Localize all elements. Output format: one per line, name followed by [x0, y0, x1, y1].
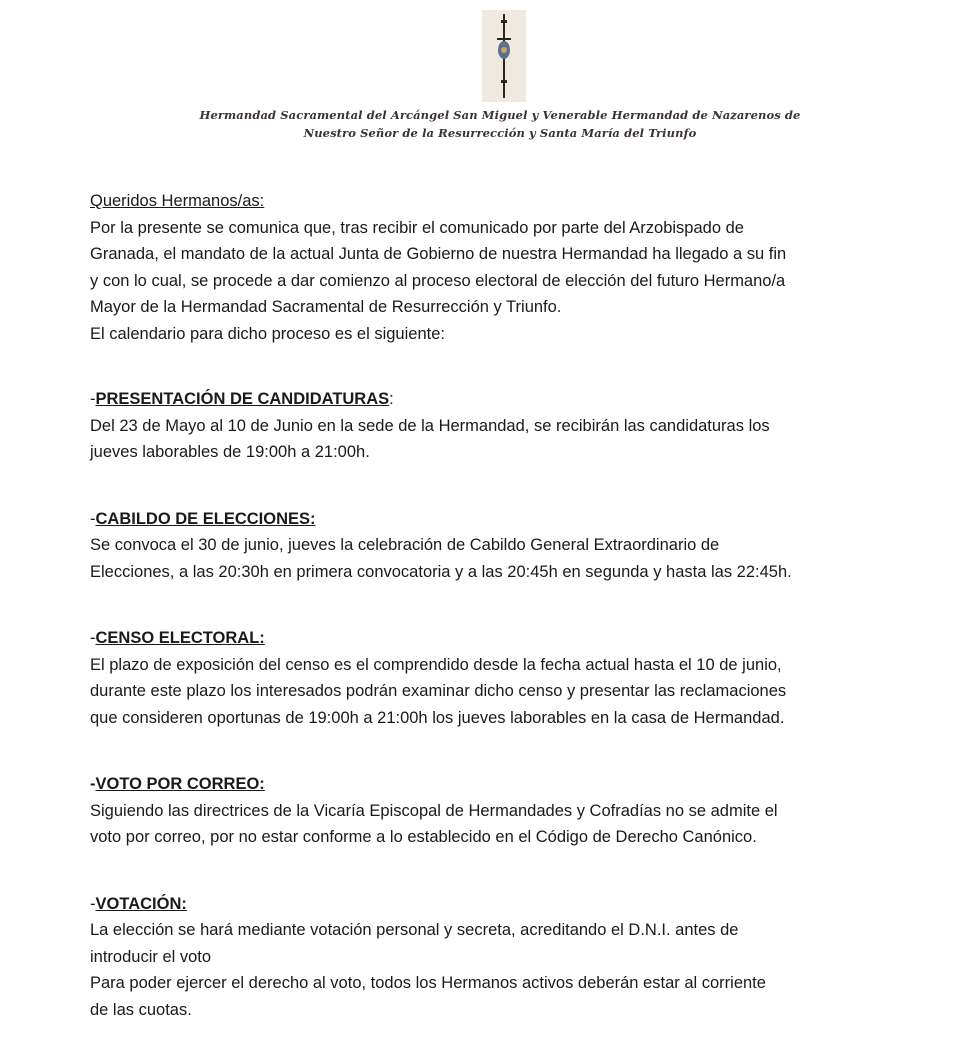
section-line: que consideren oportunas de 19:00h a 21:00h los jueves laborables en la casa de Hermandad.	[90, 708, 785, 727]
section-heading	[90, 771, 890, 798]
intro-line: El calendario para dicho proceso es el siguiente:	[90, 324, 445, 343]
section-heading	[90, 891, 890, 918]
section-voto-correo	[90, 771, 890, 851]
letter-body	[90, 188, 890, 1023]
section-candidaturas	[90, 386, 890, 466]
heading-title: VOTO POR CORREO:	[95, 775, 265, 793]
intro-line: y con lo cual, se procede a dar comienzo al proceso electoral de elección del futuro Hermano/a	[90, 271, 786, 290]
section-line: Para poder ejercer el derecho al voto, todos los Hermanos activos deberán estar al corriente	[90, 974, 766, 992]
heading-dash: -	[90, 629, 96, 647]
section-line: Del 23 de Mayo al 10 de Junio en la sede de la Hermandad, se recibirán las candidaturas los	[90, 416, 770, 435]
section-line: voto por correo, por no estar conforme a lo establecido en el Código de Derecho Canónico.	[90, 828, 757, 846]
heading-colon: :	[389, 390, 394, 408]
heading-title: CABILDO DE ELECCIONES:	[95, 509, 316, 528]
brotherhood-name-line-1: Hermandad Sacramental del Arcángel San Miguel y Venerable Hermandad de Nazarenos de	[199, 108, 801, 122]
intro-line: Por la presente se comunica que, tras recibir el comunicado por parte del Arzobispado de	[90, 218, 744, 237]
section-censo	[90, 625, 890, 731]
section-line: durante este plazo los interesados podrán examinar dicho censo y presentar las reclamaciones	[90, 682, 787, 700]
section-heading	[90, 386, 890, 413]
section-line: La elección se hará mediante votación personal y secreta, acreditando el D.N.I. antes de	[90, 921, 739, 939]
section-line: Elecciones, a las 20:30h en primera convocatoria y a las 20:45h en segunda y hasta las 22:45h.	[90, 562, 792, 581]
letterhead	[0, 0, 971, 150]
section-line: Siguiendo las directrices de la Vicaría Episcopal de Hermandades y Cofradías no se admite el	[90, 801, 778, 820]
section-line: introducir el voto	[90, 947, 212, 966]
section-heading	[90, 625, 890, 652]
section-line: de las cuotas.	[90, 1000, 192, 1019]
section-line: jueves laborables de 19:00h a 21:00h.	[90, 443, 370, 461]
heading-dash: -	[90, 390, 96, 408]
greeting: Queridos Hermanos/as:	[90, 192, 265, 210]
section-line: Se convoca el 30 de junio, jueves la celebración de Cabildo General Extraordinario de	[90, 536, 720, 554]
section-heading	[90, 506, 890, 533]
intro-line: Mayor de la Hermandad Sacramental de Resurrección y Triunfo.	[90, 298, 562, 316]
section-votacion	[90, 891, 890, 1024]
heading-dash: -	[90, 509, 96, 528]
heading-dash: -	[90, 894, 96, 913]
heading-title: VOTACIÓN:	[95, 894, 187, 913]
heading-title: PRESENTACIÓN DE CANDIDATURAS	[95, 390, 390, 408]
heading-dash: -	[90, 775, 96, 793]
heading-title: CENSO ELECTORAL:	[95, 629, 265, 647]
brotherhood-name-line-2: Nuestro Señor de la Resurrección y Santa María del Triunfo	[303, 126, 697, 140]
section-line: El plazo de exposición del censo es el comprendido desde la fecha actual hasta el 10 de junio,	[90, 655, 782, 674]
intro-line: Granada, el mandato de la actual Junta de Gobierno de nuestra Hermandad ha llegado a su fin	[90, 245, 787, 263]
section-cabildo	[90, 506, 890, 586]
processional-cross-icon	[482, 10, 526, 102]
